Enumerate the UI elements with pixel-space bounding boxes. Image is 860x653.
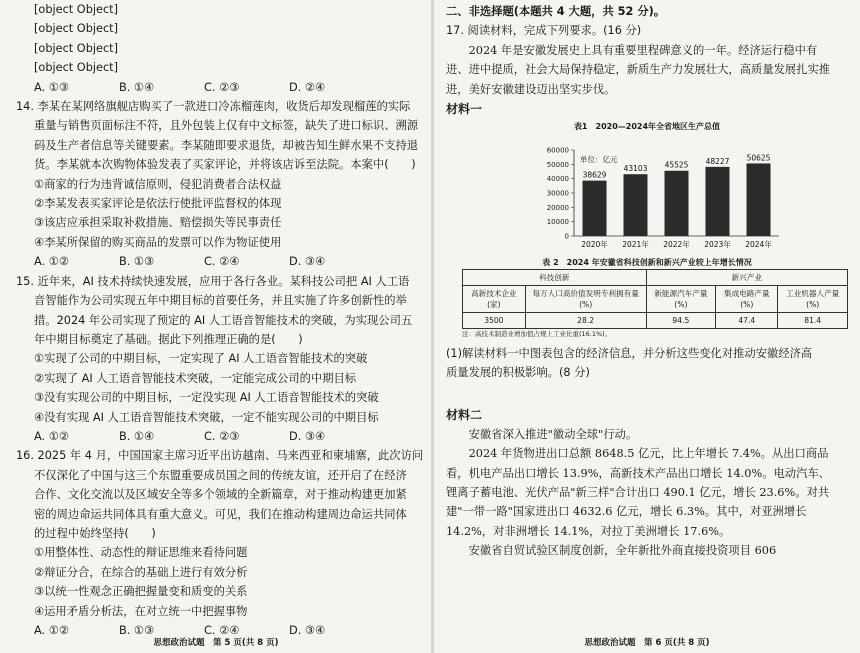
table-2-note: 注：高技术制造业增加值占规上工业比重(16.1%)。 bbox=[462, 330, 612, 339]
table-cell: 28.2 bbox=[525, 313, 646, 329]
table-header-cell: 工业机器人产量(%) bbox=[778, 286, 848, 313]
q16-statement: ④运用矛盾分析法，在对立统一中把握事物 bbox=[34, 604, 248, 618]
q15-stem-line: 措。2024 年公司实现了预定的 AI 人工语音智能技术的突破，为实现公司五 bbox=[34, 313, 413, 327]
answer-option[interactable]: C. ②④ bbox=[204, 255, 240, 269]
group-header-industry: 新兴产业 bbox=[646, 270, 847, 286]
table-header-row bbox=[463, 286, 848, 313]
material-2-label: 材料二 bbox=[446, 407, 483, 422]
table-row bbox=[463, 313, 848, 329]
unit-label: 单位：亿元 bbox=[580, 155, 618, 165]
answer-option[interactable]: A. ①③ bbox=[34, 80, 69, 94]
q14-stem-line: 码及生产者信息等关键要素。李某随即要求退货，却被告知生鲜水果不支持退 bbox=[34, 138, 419, 152]
intro-line: 2024 年是安徽发展史上具有重要里程碑意义的一年。经济运行稳中有 bbox=[446, 43, 818, 57]
q14-statement: ④李某所保留的购买商品的发票可以作为物证使用 bbox=[34, 235, 282, 249]
q14-options bbox=[16, 252, 424, 271]
answer-option[interactable]: B. ①④ bbox=[119, 80, 155, 94]
q15-statement: ③没有实现公司的中期目标，一定没实现 AI 人工语音智能技术的突破 bbox=[34, 391, 379, 405]
q15-statement: ④没有实现 AI 人工语音智能技术突破，一定不能实现公司的中期目标 bbox=[34, 410, 379, 424]
x-tick-label: 2023年 bbox=[704, 240, 731, 250]
y-tick-label: 40000 bbox=[546, 175, 569, 184]
answer-option[interactable]: D. ②④ bbox=[289, 80, 326, 94]
page-footer-left: 思想政治试题 第 5 页(共 8 页) bbox=[153, 638, 279, 648]
answer-option[interactable]: A. ①② bbox=[34, 255, 69, 269]
intro-line: 进，美好安徽建设迈出坚实步伐。 bbox=[446, 82, 616, 96]
q13-statement: [object Object] bbox=[34, 22, 119, 36]
question-17: 17. 阅读材料，完成下列要求。(16 分) bbox=[446, 24, 642, 38]
table-header-cell: 每万人口高价值发明专利拥有量(%) bbox=[525, 286, 646, 313]
answer-option[interactable]: A. ①② bbox=[34, 429, 69, 443]
sub-question-1-line: 质量发展的积极影响。(8 分) bbox=[446, 366, 590, 380]
table-cell: 3500 bbox=[463, 313, 526, 329]
bar bbox=[624, 174, 648, 236]
answer-option[interactable]: B. ①④ bbox=[119, 429, 155, 443]
gdp-bar-chart bbox=[446, 133, 848, 251]
material-2-line: 14.2%，对非洲增长 14.1%，对拉丁美洲增长 17.6%。 bbox=[446, 524, 731, 538]
x-tick-label: 2020年 bbox=[581, 240, 608, 250]
table-cell: 81.4 bbox=[778, 313, 848, 329]
left-column bbox=[16, 0, 424, 640]
answer-option[interactable]: D. ③④ bbox=[289, 255, 326, 269]
page-6 bbox=[434, 0, 860, 653]
material-2-line: 看，机电产品出口增长 13.9%，高新技术产品出口增长 14.0%。电动汽车、 bbox=[446, 466, 830, 480]
y-tick-label: 30000 bbox=[546, 189, 569, 198]
answer-option[interactable]: D. ③④ bbox=[289, 429, 326, 443]
q13-statement: [object Object] bbox=[34, 61, 119, 75]
x-tick-label: 2024年 bbox=[745, 240, 772, 250]
bar-value-label: 48227 bbox=[705, 156, 730, 166]
q15-stem-line: 音智能作为公司实现五年中期目标的首要任务，并且实施了许多创新性的举 bbox=[34, 294, 407, 308]
intro-line: 进、进中提质，社会大局保持稳定，新质生产力发展壮大，高质量发展扎实推 bbox=[446, 63, 831, 77]
bar bbox=[583, 181, 607, 236]
table-header-cell: 高新技术企业(家) bbox=[463, 286, 526, 313]
q15-stem-line: 年中期目标奠定了基础。据此下列推理正确的是( ) bbox=[34, 332, 303, 346]
y-tick-label: 50000 bbox=[546, 160, 569, 169]
material-2-line: 2024 年货物进出口总额 8648.5 亿元，比上年增长 7.4%。从出口商品 bbox=[446, 447, 829, 461]
material-2-text bbox=[446, 425, 848, 561]
table-group-row bbox=[463, 270, 848, 286]
y-tick-label: 20000 bbox=[546, 203, 569, 212]
q17-intro bbox=[446, 41, 848, 99]
table-cell: 94.5 bbox=[646, 313, 716, 329]
sub-question-1-line: (1)解读材料一中图表包含的经济信息，并分析这些变化对推动安徽经济高 bbox=[446, 347, 813, 361]
q14-statement: ②李某发表买家评论是依法行使批评监督权的体现 bbox=[34, 197, 282, 211]
q16-stem-line: 不仅深化了中国与这三个东盟重要成员国之间的传统友谊，还开启了在经济 bbox=[34, 468, 407, 482]
q16-stem-line: 密的周边命运共同体具有重大意义。可见，我们在推动构建周边命运共同体 bbox=[34, 507, 407, 521]
section-title: 二、非选择题(本题共 4 大题，共 52 分)。 bbox=[446, 5, 666, 18]
q15-stem-line: 15. 近年来，AI 技术持续快速发展，应用于各行各业。某科技公司把 AI 人工语 bbox=[16, 274, 410, 288]
bar-value-label: 45525 bbox=[664, 160, 689, 170]
table-2-title: 表 2 2024 年安徽省科技创新和新兴产业较上年增长情况 bbox=[542, 258, 752, 268]
y-tick-label: 10000 bbox=[546, 218, 569, 227]
page-footer-right: 思想政治试题 第 6 页(共 8 页) bbox=[584, 638, 710, 648]
answer-option[interactable]: C. ②③ bbox=[204, 429, 240, 443]
q16-stem-line: 合作、文化交流以及区域安全等多个领域的全新篇章，对于推动构建更加紧 bbox=[34, 488, 407, 502]
material-1-label: 材料一 bbox=[446, 102, 483, 117]
bar bbox=[706, 167, 730, 236]
chart-title: 表1 2020—2024年全省地区生产总值 bbox=[573, 122, 721, 132]
table-header-cell: 集成电路产量(%) bbox=[716, 286, 778, 313]
answer-option[interactable]: A. ①② bbox=[34, 624, 69, 637]
q14-stem-line: 14. 李某在某网络旗舰店购买了一款进口冷冻榴莲肉，收货后却发现榴莲的实际 bbox=[16, 100, 411, 114]
q16-stem-line: 16. 2025 年 4 月，中国国家主席习近平出访越南、马来西亚和柬埔寨，此次访问 bbox=[16, 449, 424, 463]
answer-option[interactable]: C. ②④ bbox=[204, 624, 240, 637]
q15-options bbox=[16, 427, 424, 446]
answer-option[interactable]: D. ③④ bbox=[289, 624, 326, 637]
y-tick-label: 60000 bbox=[546, 146, 569, 155]
bar bbox=[665, 171, 689, 236]
q15-statement: ①实现了公司的中期目标，一定实现了 AI 人工语音智能技术的突破 bbox=[34, 352, 368, 366]
y-tick-label: 0 bbox=[564, 232, 569, 241]
answer-option[interactable]: B. ①③ bbox=[119, 624, 155, 637]
bar-value-label: 38629 bbox=[582, 170, 607, 180]
material-2-line: 锂离子蓄电池、光伏产品"新三样"合计出口 490.1 亿元，增长 23.6%。对共 bbox=[446, 486, 830, 500]
material-2-line: 安徽省深入推进"徽动全球"行动。 bbox=[446, 427, 638, 441]
q13-options bbox=[16, 78, 424, 97]
material-2-line: 建"一带一路"国家进出口 4632.6 亿元，增长 6.3%。其中，对亚洲增长 bbox=[446, 505, 807, 519]
table-header-cell: 新能源汽车产量(%) bbox=[646, 286, 716, 313]
bar-value-label: 43103 bbox=[623, 164, 648, 174]
bar-value-label: 50625 bbox=[746, 153, 771, 163]
q16-stem-line: 的过程中始终坚持( ) bbox=[34, 526, 156, 540]
answer-option[interactable]: B. ①③ bbox=[119, 255, 155, 269]
q14-statement: ③该店应承担采取补救措施、赔偿损失等民事责任 bbox=[34, 216, 282, 230]
q14-stem-line: 重量与销售页面标注不符，且外包装上仅有中文标签，缺失了进口标识、溯源 bbox=[34, 119, 419, 133]
bar bbox=[747, 163, 771, 236]
answer-space bbox=[446, 383, 848, 405]
answer-option[interactable]: C. ②③ bbox=[204, 80, 240, 94]
x-tick-label: 2021年 bbox=[622, 240, 649, 250]
q14-stem-line: 货。李某就本次购物体验发表了买家评论，并将该店诉至法院。本案中( ) bbox=[34, 158, 416, 172]
group-header-tech: 科技创新 bbox=[463, 270, 647, 286]
table-cell: 47.4 bbox=[716, 313, 778, 329]
q13-statement: [object Object] bbox=[34, 41, 119, 55]
q16-statement: ①用整体性、动态性的辩证思维来看待问题 bbox=[34, 546, 248, 560]
table-2 bbox=[462, 269, 848, 329]
q16-statement: ②辩证分合，在综合的基础上进行有效分析 bbox=[34, 565, 248, 579]
q16-statement: ③以统一性观念正确把握量变和质变的关系 bbox=[34, 585, 248, 599]
q14-statement: ①商家的行为违背诚信原则，侵犯消费者合法权益 bbox=[34, 177, 282, 191]
x-tick-label: 2022年 bbox=[663, 240, 690, 250]
q15-statement: ②实现了 AI 人工语音智能技术突破，一定能完成公司的中期目标 bbox=[34, 371, 357, 385]
q13-statement: [object Object] bbox=[34, 3, 119, 16]
material-2-line: 安徽省自贸试验区制度创新，全年新批外商直接投资项目 606 bbox=[446, 544, 777, 558]
